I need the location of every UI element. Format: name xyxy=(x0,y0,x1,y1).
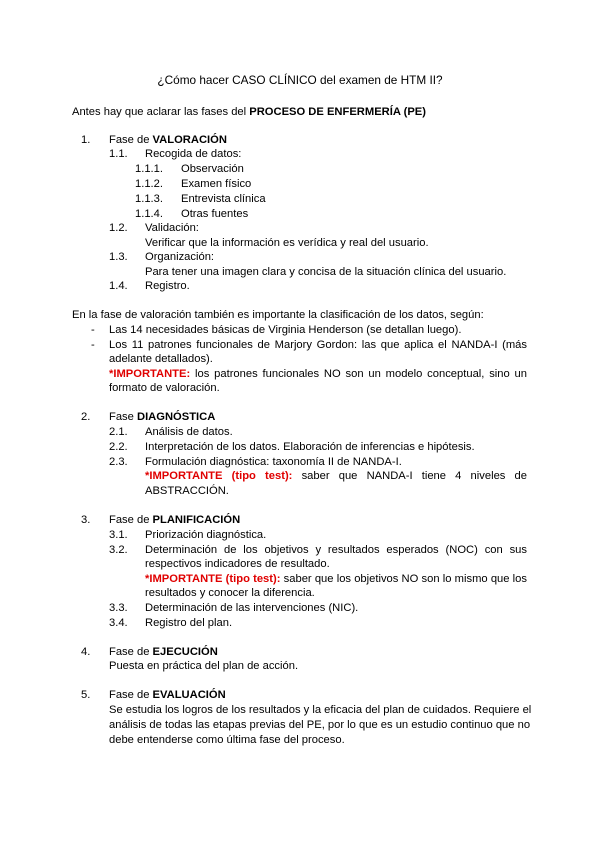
classification-intro: En la fase de valoración también es importante la clasificación de los datos, según: xyxy=(72,309,484,321)
page-title: ¿Cómo hacer CASO CLÍNICO del examen de HTM II? xyxy=(157,73,443,87)
important-note: *IMPORTANTE (tipo test): saber que NANDA-I tiene 4 niveles de xyxy=(145,470,527,482)
item-text: respectivos indicadores de resultado. xyxy=(145,558,330,570)
phase-description: Se estudia los logros de los resultados y la eficacia del plan de cuidados. Requiere el xyxy=(109,704,532,716)
item-text: Recogida de datos: xyxy=(145,148,242,160)
phase-number: 2. xyxy=(81,411,91,423)
item-number: 1.1.3. xyxy=(135,193,163,205)
phase-description: debe entenderse como última fase del proceso. xyxy=(109,734,345,746)
item-text: Observación xyxy=(181,163,244,175)
item-number: 3.1. xyxy=(109,529,128,541)
phase-description: Puesta en práctica del plan de acción. xyxy=(109,660,299,672)
important-note-cont: formato de valoración. xyxy=(109,382,220,394)
important-note-cont: ABSTRACCIÓN. xyxy=(145,485,229,497)
item-number: 1.4. xyxy=(109,280,128,292)
item-number: 2.2. xyxy=(109,441,128,453)
phase-heading: Fase de PLANIFICACIÓN xyxy=(109,514,241,526)
item-number: 1.1. xyxy=(109,148,128,160)
item-text: Determinación de las intervenciones (NIC). xyxy=(145,602,359,614)
bullet-gordon-cont: adelante detallados). xyxy=(109,353,213,365)
bullet-gordon: Los 11 patrones funcionales de Marjory Gordon: las que aplica el NANDA-I (más xyxy=(109,339,527,351)
item-number: 3.2. xyxy=(109,544,128,556)
important-note: *IMPORTANTE: los patrones funcionales NO son un modelo conceptual, sino un xyxy=(109,368,527,380)
item-text: Para tener una imagen clara y concisa de la situación clínica del usuario. xyxy=(145,266,507,278)
item-number: 1.2. xyxy=(109,222,128,234)
bullet-henderson: Las 14 necesidades básicas de Virginia Henderson (se detallan luego). xyxy=(109,324,462,336)
item-text: Formulación diagnóstica: taxonomía II de NANDA-I. xyxy=(145,456,402,468)
item-text: Determinación de los objetivos y resultados esperados (NOC) con sus xyxy=(145,544,527,556)
phase-heading: Fase de EVALUACIÓN xyxy=(109,689,226,701)
phase-number: 5. xyxy=(81,689,91,701)
item-text: Organización: xyxy=(145,251,215,263)
intro-paragraph: Antes hay que aclarar las fases del PROCESO DE ENFERMERÍA (PE) xyxy=(72,106,426,118)
phase-number: 4. xyxy=(81,646,91,658)
item-text: Examen físico xyxy=(181,178,252,190)
item-number: 2.1. xyxy=(109,426,128,438)
item-text: Registro. xyxy=(145,280,190,292)
bullet-dash: - xyxy=(91,324,95,336)
important-note-cont: resultados y conocer la diferencia. xyxy=(145,587,315,599)
item-number: 1.1.1. xyxy=(135,163,163,175)
item-text: Validación: xyxy=(145,222,199,234)
bullet-dash: - xyxy=(91,339,95,351)
item-text: Registro del plan. xyxy=(145,617,233,629)
item-text: Interpretación de los datos. Elaboración de inferencias e hipótesis. xyxy=(145,441,475,453)
phase-heading: Fase de VALORACIÓN xyxy=(109,134,227,146)
item-text: Verificar que la información es verídica y real del usuario. xyxy=(145,237,429,249)
phase-heading: Fase de EJECUCIÓN xyxy=(109,646,218,658)
item-number: 2.3. xyxy=(109,456,128,468)
important-note: *IMPORTANTE (tipo test): saber que los objetivos NO son lo mismo que los xyxy=(145,573,527,585)
phase-heading: Fase DIAGNÓSTICA xyxy=(109,411,216,423)
item-text: Priorización diagnóstica. xyxy=(145,529,267,541)
item-number: 3.4. xyxy=(109,617,128,629)
item-number: 1.1.4. xyxy=(135,208,163,220)
phase-number: 1. xyxy=(81,134,91,146)
phase-description: análisis de todas las etapas previas del PE, por lo que es un estudio continuo que no xyxy=(109,719,531,731)
item-text: Entrevista clínica xyxy=(181,193,266,205)
phase-number: 3. xyxy=(81,514,91,526)
item-number: 1.3. xyxy=(109,251,128,263)
item-text: Análisis de datos. xyxy=(145,426,233,438)
item-number: 3.3. xyxy=(109,602,128,614)
item-number: 1.1.2. xyxy=(135,178,163,190)
item-text: Otras fuentes xyxy=(181,208,249,220)
